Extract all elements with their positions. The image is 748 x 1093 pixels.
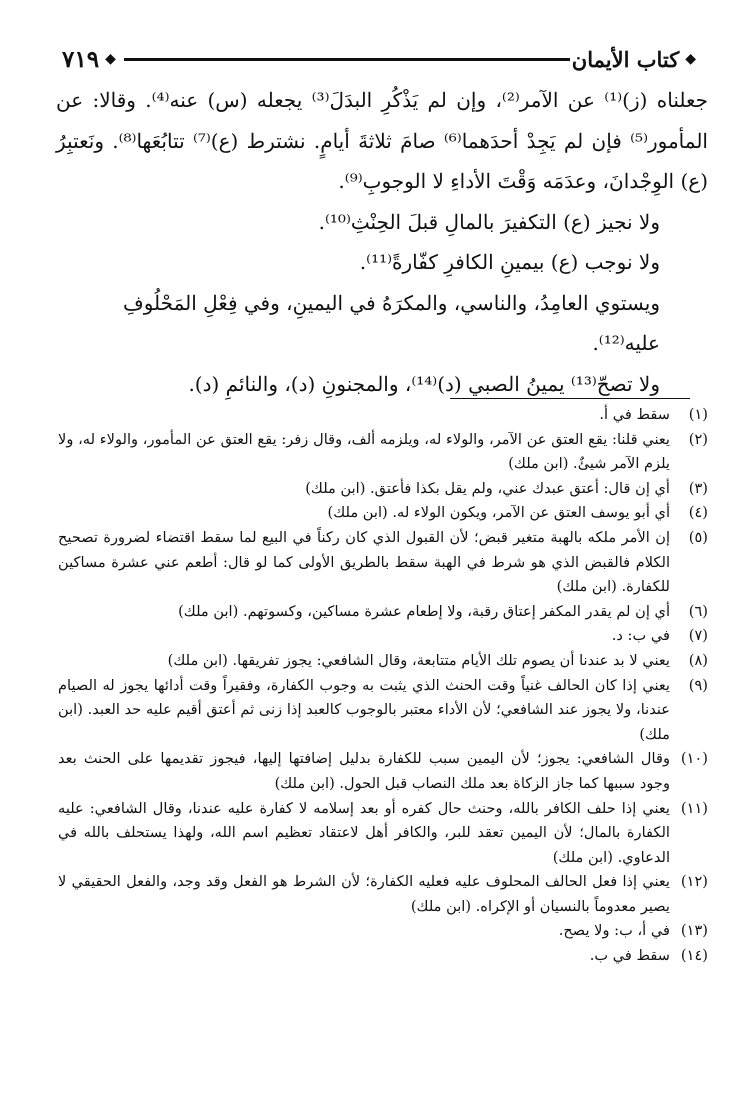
footnote-text: أي إن لم يقدر المكفر إعتاق رقبة، ولا إطعام عشرة مساكين، وكسوتهم. (ابن ملك) [178,602,670,620]
footnote [58,501,708,526]
main-paragraph: ولا نجيز (ع) التكفيرَ بالمالِ قبلَ الحِنْثِ⁽¹⁰⁾. [318,209,660,234]
main-paragraph: ولا تصحّ⁽¹³⁾ يمينُ الصبي (د)⁽¹⁴⁾، والمجنونِ (د)، والنائمِ (د). [188,371,660,396]
footnote [58,747,708,796]
footnote-number: (٧) [688,627,708,645]
footnote [58,674,708,748]
footnote-text: سقط في أ. [599,406,670,423]
footnote-number: (٥) [688,528,708,546]
chapter-title: كتاب الأيمان [571,46,680,72]
footnote [58,526,708,600]
footnote-number: (١٠) [680,750,708,768]
footnote-number: (٤) [688,504,708,522]
main-paragraph: ولا نوجب (ع) بيمينِ الكافرِ كفّارةً⁽¹¹⁾. [359,250,660,274]
header-rule [124,58,570,61]
footnote-number: (١١) [680,799,708,817]
footnote-number: (٨) [688,651,708,669]
footnote-separator [450,398,690,399]
footnote-number: (٢) [688,430,708,448]
running-header [62,42,702,76]
main-paragraph: ويستوي العامِدُ، والناسي، والمكرَهُ في اليمينِ، وفي فِعْلِ المَحْلُوفِ عليه⁽¹²⁾. [122,290,660,355]
footnote-text: إن الأمر ملكه بالهبة متغير قبض؛ لأن القبول الذي كان ركناً في البيع لما سقط اقتضاء لضرورة تصحيح الكلام فالقبض الذي هو شرط في الهبة سقط بالطريق الأولى كما لو قال: أطعم عني عشرة مساكين للكفارة. (ابن ملك) [58,528,670,596]
footnote [58,649,708,674]
footnote [58,919,708,944]
footnote-number: (٩) [688,676,708,694]
footnote-text: يعني إذا كان الحالف غنياً وقت الحنث الذي يثبت به وجوب الكفارة، وفقيراً وقت أدائها يجوز له الصيام عندنا، ولا يجوز عند الشافعي؛ لأن الأداء معتبر بالوجوب كالعبد إذا زنى ثم أعتق أقيم عليه حد العبد. (ابن ملك) [58,676,670,743]
footnote-text: يعني إذا فعل الحالف المحلوف عليه فعليه الكفارة؛ لأن الشرط هو الفعل وقد وجد، والفعل الحقيقي لا يصير معدوماً بالنسيان أو الإكراه. (ابن ملك) [58,873,670,915]
header-ornament-left: ◆ [105,51,116,67]
footnote [58,624,708,649]
footnote-number: (٦) [688,602,708,620]
footnote [58,428,708,477]
footnote-number: (٣) [688,479,708,497]
footnote-text: يعني قلنا: يقع العتق عن الآمر، والولاء له، ويلزمه ألف، وقال زفر: يقع العتق عن المأمور، والولاء له، ولا يلزم الآمر شيئٌ. (ابن ملك) [58,430,670,473]
footnote-text: أي إن قال: أعتق عبدك عني، ولم يقل بكذا فأعتق. (ابن ملك) [305,479,670,497]
footnotes [58,403,708,969]
footnote-text: أي أبو يوسف العتق عن الآمر، ويكون الولاء له. (ابن ملك) [327,504,670,522]
footnote-text: يعني لا بد عندنا أن يصوم تلك الأيام متتابعة، وقال الشافعي: يجوز تفريقها. (ابن ملك) [167,651,670,669]
footnote-number: (١٤) [680,947,708,965]
footnote-number: (١٣) [680,922,708,940]
footnote-text: وقال الشافعي: يجوز؛ لأن اليمين سبب للكفارة بدليل إضافتها إليها، فيجوز تقديمها على الحنث بعد وجود سببها كما جاز الزكاة بعد ملك النصاب قبل الحول. (ابن ملك) [58,750,670,792]
footnote-text: في ب: د. [611,627,670,645]
footnote-number: (١٢) [680,873,708,891]
footnote [58,403,708,428]
footnote-text: سقط في ب. [589,947,670,965]
footnote-text: في أ، ب: ولا يصح. [558,922,670,940]
footnote [58,797,708,871]
footnote [58,870,708,919]
main-text [56,80,708,404]
header-ornament-right: ◆ [685,51,696,67]
footnote [58,600,708,625]
footnote [58,944,708,969]
page-number: ٧١٩ [62,45,100,73]
footnote [58,477,708,502]
main-paragraph: جعلناه (ز)⁽¹⁾ عن الآمر⁽²⁾، وإن لم يَذْكُرِ البدَلَ⁽³⁾ يجعله (س) عنه⁽⁴⁾. وقالا: عن المأمور⁽⁵⁾ فإن لم يَجِدْ أحدَهما⁽⁶⁾ صامَ ثلاثةَ أيامٍ. نشترط (ع)⁽⁷⁾ تتابُعَها⁽⁸⁾. ونَعتبِرُ (ع) الوِجْدانَ، وعدَمَه وَقْتَ الأداءِ لا الوجوبِ⁽⁹⁾. [56,88,708,193]
footnote-text: يعني إذا حلف الكافر بالله، وحنث حال كفره أو بعد إسلامه لا كفارة عليه عندنا، وقال الشافعي: عليه الكفارة بالمال؛ لأن اليمين تعقد للبر، والكافر أهل لاعتقاد تعظيم اسم الله، ولهذا يستحلف بالله في الدعاوي. (ابن ملك) [58,799,670,866]
footnote-number: (١) [688,406,708,423]
